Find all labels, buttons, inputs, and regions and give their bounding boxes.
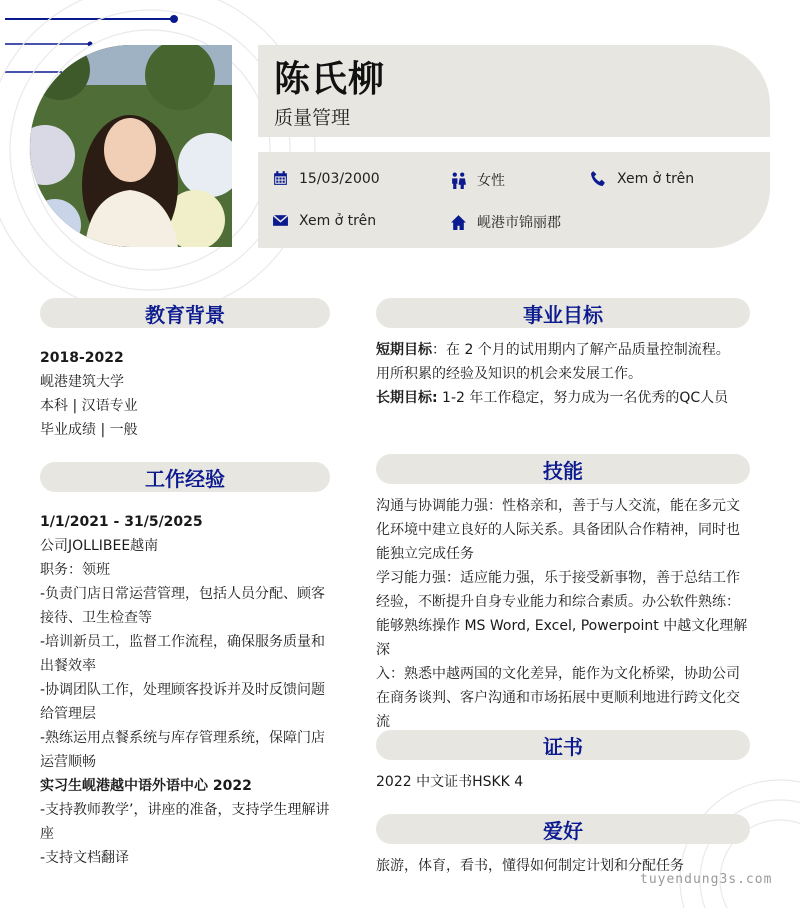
experience-line: -协调团队工作，处理顾客投诉并及时反馈问题	[40, 682, 326, 698]
education-degree: 本科 | 汉语专业	[40, 398, 138, 414]
birthdate-info	[272, 170, 380, 187]
certificate-item: 2022 中文证书HSKK 4	[376, 774, 524, 790]
envelope-icon	[272, 212, 289, 229]
phone-icon	[590, 170, 607, 187]
long-term-text: 1-2 年工作稳定，努力成为一名优秀的QC人员	[437, 390, 729, 406]
watermark: tuyendung3s.com	[640, 872, 773, 887]
education-heading: 教育背景	[40, 298, 330, 328]
candidate-name: 陈氏柳	[274, 59, 386, 100]
education-period: 2018-2022	[40, 350, 124, 366]
experience-line: 运营顺畅	[40, 754, 96, 770]
skills-line: 经验，不断提升自身专业能力和综合素质。办公软件熟练：	[376, 594, 740, 610]
experience-section	[40, 510, 340, 870]
email-value: Xem ở trên	[299, 212, 377, 229]
calendar-icon	[272, 170, 289, 187]
skills-line: 学习能力强：适应能力强，乐于接受新事物，善于总结工作	[376, 570, 740, 586]
gender-info	[450, 170, 505, 190]
address-value: 岘港市锦丽郡	[477, 215, 561, 231]
intern-title: 实习生岘港越中语外语中心 2022	[40, 778, 252, 794]
name-header	[258, 45, 770, 137]
hobbies-text: 旅游，体育，看书，懂得如何制定计划和分配任务	[376, 858, 684, 874]
short-term-text: ：在 2 个月的试用期内了解产品质量控制流程。	[432, 342, 730, 358]
skills-line: 入：熟悉中越两国的文化差异，能作为文化桥梁，协助公司	[376, 666, 740, 682]
experience-position: 职务：领班	[40, 562, 110, 578]
experience-line: -负责门店日常运营管理，包括人员分配、顾客	[40, 586, 326, 602]
intern-line: 座	[40, 826, 54, 842]
experience-line: -培训新员工，监督工作流程，确保服务质量和	[40, 634, 326, 650]
contact-info	[258, 152, 770, 248]
short-term-text-2: 用所积累的经验及知识的机会来发展工作。	[376, 366, 642, 382]
skills-line: 能独立完成任务	[376, 546, 474, 562]
certificates-heading: 证书	[376, 730, 750, 760]
objective-heading: 事业目标	[376, 298, 750, 328]
hobbies-heading: 爱好	[376, 814, 750, 844]
experience-heading: 工作经验	[40, 462, 330, 492]
skills-line: 在商务谈判、客户沟通和市场拓展中更顺利地进行跨文化交	[376, 690, 740, 706]
certificates-section	[376, 770, 756, 794]
home-icon	[450, 214, 467, 231]
birthdate-value: 15/03/2000	[299, 170, 380, 187]
experience-line: 接待、卫生检查等	[40, 610, 152, 626]
short-term-label: 短期目标	[376, 342, 432, 358]
phone-info	[590, 170, 694, 187]
experience-line: -熟练运用点餐系统与库存管理系统，保障门店	[40, 730, 326, 746]
skills-heading: 技能	[376, 454, 750, 484]
profile-photo	[30, 45, 232, 247]
skills-line: 化环境中建立良好的人际关系。具备团队合作精神，同时也	[376, 522, 740, 538]
education-grade: 毕业成绩 | 一般	[40, 422, 138, 438]
experience-period: 1/1/2021 - 31/5/2025	[40, 514, 203, 530]
long-term-label: 长期目标:	[376, 390, 438, 406]
education-school: 岘港建筑大学	[40, 374, 124, 390]
email-info	[272, 212, 376, 229]
candidate-role: 质量管理	[274, 107, 351, 129]
skills-line: 能够熟练操作 MS Word, Excel, Powerpoint 中越文化理解深	[376, 618, 748, 658]
experience-line: 出餐效率	[40, 658, 96, 674]
education-section	[40, 346, 340, 442]
objective-section	[376, 338, 756, 410]
intern-line: -支持文档翻译	[40, 850, 130, 866]
experience-company: 公司JOLLIBEE越南	[40, 538, 159, 554]
people-icon	[450, 172, 467, 189]
skills-section	[376, 494, 756, 734]
skills-line: 沟通与协调能力强：性格亲和，善于与人交流，能在多元文	[376, 498, 740, 514]
skills-line: 流	[376, 714, 390, 730]
address-info	[450, 212, 561, 232]
experience-line: 给管理层	[40, 706, 96, 722]
intern-line: -支持教师教学’，讲座的准备，支持学生理解讲	[40, 802, 330, 818]
phone-value: Xem ở trên	[617, 170, 695, 187]
gender-value: 女性	[477, 173, 505, 189]
